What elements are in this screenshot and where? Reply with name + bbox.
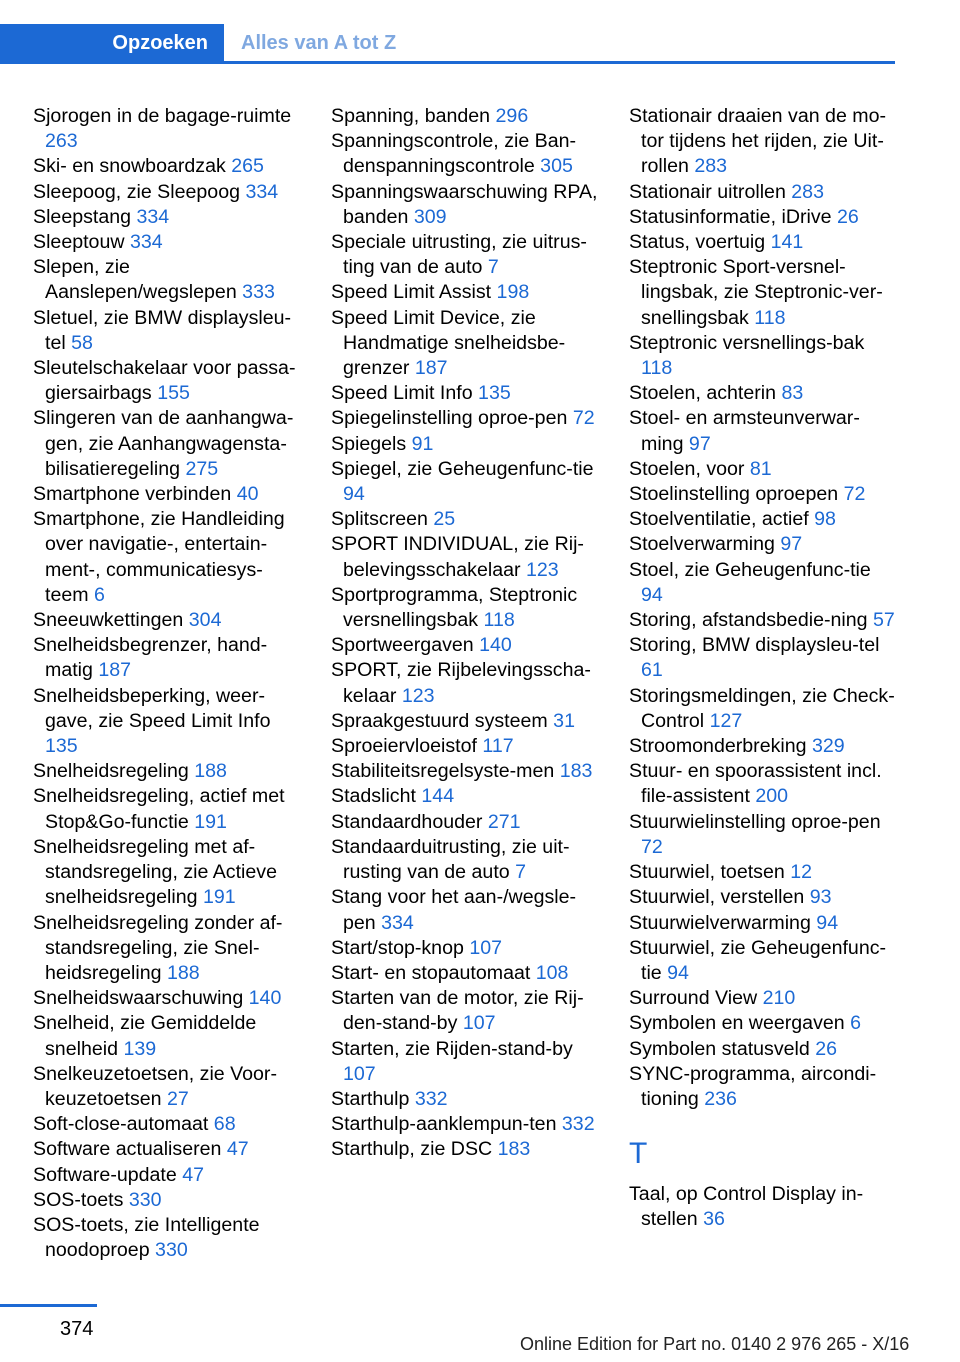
index-entry — [629, 1037, 895, 1062]
index-entry-page-link[interactable]: 83 — [781, 382, 804, 405]
index-entry — [629, 230, 895, 255]
index-entry — [331, 457, 603, 507]
index-entry — [331, 1112, 603, 1137]
index-entry-page-link[interactable]: 58 — [71, 331, 93, 354]
index-entry-page-link[interactable]: 275 — [185, 457, 219, 480]
index-entry-term: Smartphone, zie Handleiding over navigatie-, entertain‐ment-, communicatiesys‐teem — [33, 508, 285, 606]
index-entry — [629, 104, 895, 180]
index-entry-page-link[interactable]: 123 — [401, 684, 435, 707]
index-entry-term: Speciale uitrusting, zie uitrus‐ting van de auto — [331, 231, 587, 279]
index-entry-page-link[interactable]: 283 — [694, 155, 728, 178]
index-entry-term: Snelkeuzetoetsen, zie Voor‐keuzetoetsen — [33, 1062, 277, 1110]
index-entry — [33, 356, 305, 406]
index-entry-term: Starthulp, zie DSC — [331, 1138, 498, 1161]
index-entry — [331, 734, 603, 759]
index-entry-term: Sleutelschakelaar voor passa‐giersairbags — [33, 357, 296, 405]
index-entry — [33, 1188, 305, 1213]
index-entry-term: Stroomonderbreking — [629, 735, 812, 758]
index-entry — [629, 911, 895, 936]
index-entry — [331, 507, 603, 532]
index-entry — [629, 180, 895, 205]
index-entry-term: Ski- en snowboardzak — [33, 155, 232, 178]
index-entry-page-link[interactable]: 25 — [433, 508, 456, 531]
index-entry-term: Start- en stopautomaat — [331, 961, 536, 984]
index-entry-term: Sportprogramma, Steptronic versnellingsbak — [331, 583, 578, 632]
index-column-2 — [331, 104, 603, 1163]
index-entry-page-link[interactable]: 118 — [483, 609, 515, 632]
index-entry-term: Starthulp — [331, 1087, 415, 1110]
index-entry — [33, 911, 305, 987]
index-entry-page-link[interactable]: 200 — [755, 785, 789, 808]
index-entry — [331, 986, 603, 1036]
index-entry-term: Sjorogen in de bagage‐ruimte — [33, 105, 292, 127]
index-entry-page-link[interactable]: 188 — [167, 961, 200, 984]
index-entry-term: Stang voor het aan-/wegsle‐pen — [331, 886, 577, 934]
index-entry-page-link[interactable]: 26 — [836, 205, 859, 228]
index-entry-term: Spraakgestuurd systeem — [331, 709, 554, 732]
index-entry-term: Speed Limit Info — [331, 382, 479, 405]
index-entry-term: Splitscreen — [331, 508, 434, 531]
index-entry-page-link[interactable]: 329 — [811, 735, 845, 758]
index-entry-page-link[interactable]: 68 — [213, 1113, 236, 1136]
index-entry-term: Sproeiervloeistof — [331, 735, 483, 758]
index-entry-page-link[interactable]: 144 — [421, 785, 455, 808]
index-entry-page-link[interactable]: 187 — [98, 659, 132, 682]
index-entry-term: Symbolen statusveld — [629, 1037, 816, 1060]
index-entry-page-link[interactable]: 187 — [414, 357, 448, 380]
index-entry-page-link[interactable]: 141 — [770, 231, 804, 254]
index-entry-page-link[interactable]: 94 — [667, 961, 689, 984]
index-entry — [629, 1062, 895, 1112]
index-entry-term: Stoel, zie Geheugenfunc‐tie — [629, 558, 871, 581]
index-entry — [331, 759, 603, 784]
index-entry-term: SOS-toets — [33, 1188, 129, 1211]
index-entry-page-link[interactable]: 26 — [815, 1037, 838, 1060]
index-letter-heading: T — [629, 1137, 648, 1171]
index-column-1 — [33, 104, 305, 1263]
index-entry-term: Snelheidsregeling, actief met Stop&Go-functie — [33, 785, 285, 833]
index-entry-term: Spiegelinstelling oproe‐pen — [331, 407, 573, 430]
index-entry — [629, 734, 895, 759]
index-entry — [33, 1112, 305, 1137]
index-entry-term: Stuurwielinstelling oproe‐pen — [629, 810, 881, 833]
index-entry-page-link[interactable]: 304 — [188, 609, 222, 632]
index-entry-term: Starten van de motor, zie Rij‐den-stand-by — [331, 987, 584, 1035]
index-entry — [629, 532, 895, 557]
index-entry — [629, 507, 895, 532]
index-entry — [629, 684, 895, 734]
index-entry — [629, 205, 895, 230]
index-entry-page-link[interactable]: 7 — [487, 256, 499, 279]
index-entry-term: Stadslicht — [331, 785, 422, 808]
index-entry — [331, 381, 603, 406]
index-entry — [33, 104, 305, 154]
index-entry-page-link[interactable]: 94 — [641, 583, 663, 606]
index-entry-term: Stationair uitrollen — [629, 180, 792, 203]
index-entry-page-link[interactable]: 263 — [45, 130, 78, 153]
index-entry — [331, 306, 603, 382]
index-entry-page-link[interactable]: 332 — [414, 1087, 448, 1110]
index-entry-page-link[interactable]: 265 — [231, 155, 264, 178]
index-entry — [629, 406, 895, 456]
index-entry — [331, 835, 603, 885]
index-entry-term: Stuurwiel, toetsen — [629, 861, 791, 884]
header-divider — [0, 61, 895, 64]
index-entry — [331, 784, 603, 809]
index-entry-term: Sletuel, zie BMW displaysleu‐tel — [33, 306, 292, 354]
index-entry — [33, 1137, 305, 1162]
index-entry-page-link[interactable]: 296 — [495, 105, 529, 127]
index-entry — [629, 255, 895, 331]
page-number-divider — [0, 1304, 97, 1307]
index-entry-term: Storing, BMW displaysleu‐tel — [629, 634, 880, 657]
index-entry-term: Soft-close-automaat — [33, 1113, 214, 1136]
index-entry-page-link[interactable]: 123 — [525, 558, 559, 581]
index-entry-term: Spanningswaarschuwing RPA, banden — [331, 180, 598, 228]
index-entry-term: Snelheidsbegrenzer, hand‐matig — [33, 634, 268, 682]
index-entry-page-link[interactable]: 6 — [94, 583, 105, 606]
index-entry — [629, 810, 895, 860]
index-entry — [33, 1213, 305, 1263]
index-entry-page-link[interactable]: 271 — [487, 810, 521, 833]
index-entry-term: Sleepoog, zie Sleepoog — [33, 180, 246, 203]
index-entry — [33, 759, 305, 784]
index-entry-page-link[interactable]: 97 — [688, 432, 711, 455]
index-entry — [33, 482, 305, 507]
index-entry-page-link[interactable]: 127 — [709, 709, 743, 732]
index-entry-term: Standaardhouder — [331, 810, 488, 833]
index-entry — [331, 709, 603, 734]
index-entry-page-link[interactable]: 334 — [129, 231, 163, 254]
index-entry — [629, 331, 895, 381]
index-entry — [331, 104, 603, 129]
index-entry — [331, 406, 603, 431]
index-entry — [331, 961, 603, 986]
index-entry-page-link[interactable]: 155 — [157, 382, 190, 405]
index-entry — [629, 986, 895, 1011]
index-entry-page-link[interactable]: 61 — [641, 659, 663, 682]
index-entry-page-link[interactable]: 27 — [167, 1087, 189, 1110]
index-entry-page-link[interactable]: 107 — [469, 936, 503, 959]
index-entry — [33, 1163, 305, 1188]
index-entry-page-link[interactable]: 334 — [245, 180, 279, 203]
index-entry — [629, 1182, 895, 1232]
index-entry-term: Snelheidsregeling zonder af‐standsregeling, zie Snel‐heidsregeling — [33, 911, 283, 984]
index-entry-term: Smartphone verbinden — [33, 483, 237, 506]
index-entry-term: Stuurwielverwarming — [629, 911, 817, 934]
index-entry-page-link[interactable]: 135 — [478, 382, 511, 405]
index-entry-page-link[interactable]: 81 — [749, 457, 772, 480]
index-entry — [629, 759, 895, 809]
index-entry-page-link[interactable]: 47 — [226, 1138, 249, 1161]
index-entry-term: Snelheidswaarschuwing — [33, 987, 249, 1010]
index-entry — [33, 986, 305, 1011]
index-entry-term: Statusinformatie, iDrive — [629, 205, 837, 228]
index-entry-page-link[interactable]: 188 — [194, 760, 227, 783]
index-entry — [629, 1011, 895, 1036]
index-entry-term: SPORT, zie Rijbelevingsscha‐kelaar — [331, 659, 591, 707]
index-entry-page-link[interactable]: 333 — [242, 281, 275, 304]
index-entry-page-link[interactable]: 135 — [45, 735, 78, 758]
index-entry — [331, 936, 603, 961]
index-entry — [33, 684, 305, 760]
index-entry — [331, 532, 603, 582]
index-entry — [629, 608, 895, 633]
index-entry-term: Sneeuwkettingen — [33, 609, 189, 632]
index-entry-term: SYNC-programma, aircondi‐tioning — [629, 1062, 877, 1110]
index-entry — [33, 835, 305, 911]
index-entry-page-link[interactable]: 118 — [641, 357, 673, 380]
index-entry — [629, 381, 895, 406]
index-entry-term: Steptronic versnellings‐bak — [629, 331, 865, 354]
index-entry-term: Speed Limit Assist — [331, 281, 497, 304]
index-entry-page-link[interactable]: 330 — [128, 1188, 162, 1211]
index-entry — [33, 1062, 305, 1112]
index-entry — [33, 154, 305, 179]
index-entry-term: Slepen, zie Aanslepen/wegslepen — [33, 256, 243, 304]
tab-alles-van-a-tot-z[interactable]: Alles van A tot Z — [241, 31, 397, 54]
index-entry — [629, 457, 895, 482]
index-entry-term: Starthulp-aanklempun‐ten — [331, 1113, 562, 1136]
index-entry-term: Snelheidsregeling — [33, 760, 195, 783]
index-entry-page-link[interactable]: 57 — [873, 609, 895, 632]
index-entry-term: Starten, zie Rijden-stand-by — [331, 1037, 573, 1060]
index-entry-page-link[interactable]: 140 — [248, 987, 282, 1010]
index-entry-page-link[interactable]: 91 — [411, 432, 434, 455]
index-entry — [331, 230, 603, 280]
index-entry-page-link[interactable]: 72 — [572, 407, 595, 430]
index-entry-page-link[interactable]: 183 — [497, 1138, 531, 1161]
index-entry-term: Software actualiseren — [33, 1138, 227, 1161]
index-entry-page-link[interactable]: 334 — [381, 911, 414, 934]
index-entry-term: Stuurwiel, verstellen — [629, 886, 810, 909]
index-entry-term: Spiegel, zie Geheugenfunc‐tie — [331, 457, 594, 480]
index-entry-page-link[interactable]: 309 — [413, 205, 447, 228]
index-entry-page-link[interactable]: 139 — [123, 1037, 157, 1060]
index-entry-page-link[interactable]: 40 — [236, 483, 259, 506]
index-entry-term: Status, voertuig — [629, 231, 771, 254]
index-entry-term: Spiegels — [331, 432, 412, 455]
index-entry-term: Stoelinstelling oproepen — [629, 483, 844, 506]
index-entry-page-link[interactable]: 94 — [816, 911, 839, 934]
index-entry — [331, 633, 603, 658]
index-entry — [629, 482, 895, 507]
index-entry-page-link[interactable]: 236 — [704, 1087, 737, 1110]
index-entry — [33, 306, 305, 356]
index-entry-term: Stoelen, achterin — [629, 382, 782, 405]
index-entry-page-link[interactable]: 183 — [559, 760, 593, 783]
index-entry-page-link[interactable]: 107 — [343, 1062, 376, 1085]
index-entry-term: Sleepstang — [33, 205, 137, 228]
index-entry-term: Standaarduitrusting, zie uit‐rusting van de auto — [331, 835, 570, 884]
index-entry — [629, 936, 895, 986]
index-entry-page-link[interactable]: 332 — [561, 1113, 595, 1136]
index-entry-term: Snelheidsregeling met af‐standsregeling, zie Actieve snelheidsregeling — [33, 835, 277, 909]
index-entry-page-link[interactable]: 117 — [482, 735, 514, 758]
index-entry-term: SOS-toets, zie Intelligente noodoproep — [33, 1213, 260, 1262]
index-entry — [33, 784, 305, 834]
index-entry-term: Stoelverwarming — [629, 533, 781, 556]
index-entry-page-link[interactable]: 198 — [496, 281, 530, 304]
index-entry-term: Stationair draaien van de mo‐tor tijdens het rijden, zie Uit‐rollen — [629, 105, 887, 178]
index-entry-page-link[interactable]: 334 — [136, 205, 170, 228]
index-entry-page-link[interactable]: 93 — [809, 886, 832, 909]
index-entry-term: Speed Limit Device, zie Handmatige snelheidsbe‐grenzer — [331, 306, 566, 380]
index-entry-page-link[interactable]: 47 — [182, 1163, 205, 1186]
index-entry-page-link[interactable]: 108 — [535, 961, 569, 984]
index-entry — [331, 658, 603, 708]
index-entry — [33, 608, 305, 633]
index-entry-page-link[interactable]: 97 — [780, 533, 803, 556]
index-entry-page-link[interactable]: 6 — [850, 1012, 862, 1035]
index-entry-term: Spanningscontrole, zie Ban‐denspanningscontrole — [331, 130, 577, 178]
index-entry — [331, 432, 603, 457]
index-entry-page-link[interactable]: 140 — [479, 634, 512, 657]
index-entry-term: Stuurwiel, zie Geheugenfunc‐tie — [629, 936, 887, 984]
index-entry-page-link[interactable]: 118 — [754, 306, 786, 329]
index-entry-term: Sleeptouw — [33, 231, 130, 254]
index-entry-page-link[interactable]: 94 — [343, 483, 365, 506]
edition-footer: Online Edition for Part no. 0140 2 976 265 - X/16 — [520, 1334, 910, 1354]
index-entry-term: Stuur- en spoorassistent incl. file-assistent — [629, 760, 882, 808]
index-entry-term: Steptronic Sport-versnel‐lingsbak, zie Steptronic-ver‐snellingsbak — [629, 256, 883, 329]
index-entry — [331, 885, 603, 935]
header-bar — [0, 0, 895, 62]
index-entry-term: Symbolen en weergaven — [629, 1012, 851, 1035]
index-entry-term: Taal, op Control Display in‐stellen — [629, 1183, 864, 1231]
index-entry — [331, 1137, 603, 1162]
index-entry — [331, 280, 603, 305]
index-entry-page-link[interactable]: 7 — [515, 861, 527, 884]
index-entry-term: Storing, afstandsbedie‐ning — [629, 609, 873, 632]
index-entry-page-link[interactable]: 31 — [553, 709, 575, 732]
index-entry — [331, 1087, 603, 1112]
index-entry — [629, 633, 895, 683]
index-entry — [331, 129, 603, 179]
index-entry-page-link[interactable]: 283 — [791, 180, 824, 203]
index-entry — [629, 860, 895, 885]
index-entry-term: Surround View — [629, 987, 763, 1010]
index-entry — [33, 507, 305, 608]
index-entry-term: Stoelventilatie, actief — [629, 508, 815, 531]
index-entry — [331, 810, 603, 835]
index-entry — [33, 180, 305, 205]
index-entry-term: Stabiliteitsregelsyste‐men — [331, 760, 560, 783]
index-entry-page-link[interactable]: 12 — [790, 861, 812, 884]
index-entry-page-link[interactable]: 36 — [703, 1208, 725, 1231]
index-entry-term: Slingeren van de aanhangwa‐gen, zie Aanhangwagensta‐bilisatieregeling — [33, 407, 294, 480]
index-entry-page-link[interactable]: 107 — [462, 1012, 496, 1035]
index-entry-term: Snelheidsbeperking, weer‐gave, zie Speed Limit Info — [33, 684, 271, 732]
index-entry — [33, 633, 305, 683]
index-entry-term: Start/stop-knop — [331, 936, 470, 959]
index-entry-term: Software-update — [33, 1163, 183, 1186]
index-entry-page-link[interactable]: 98 — [814, 508, 836, 531]
index-entry-term: SPORT INDIVIDUAL, zie Rij‐belevingsschakelaar — [331, 533, 584, 581]
index-entry-term: Spanning, banden — [331, 105, 496, 127]
index-entry — [629, 558, 895, 608]
index-entry — [33, 230, 305, 255]
page-number: 374 — [60, 1318, 94, 1340]
index-entry-term: Snelheid, zie Gemiddelde snelheid — [33, 1012, 257, 1060]
index-entry-term: Stoelen, voor — [629, 457, 750, 480]
index-entry-page-link[interactable]: 330 — [155, 1239, 188, 1262]
index-entry-page-link[interactable]: 191 — [194, 810, 227, 833]
index-entry-page-link[interactable]: 210 — [762, 987, 796, 1010]
index-entry-page-link[interactable]: 305 — [540, 155, 573, 178]
index-entry-page-link[interactable]: 72 — [641, 835, 663, 858]
index-entry-page-link[interactable]: 191 — [202, 886, 236, 909]
index-entry — [331, 1037, 603, 1087]
tab-opzoeken[interactable]: Opzoeken — [0, 24, 224, 62]
index-entry-term: Stoel- en armsteunverwar‐ming — [629, 407, 860, 455]
index-column-3 — [629, 104, 895, 1233]
index-entry — [33, 406, 305, 482]
index-entry — [331, 180, 603, 230]
index-entry — [33, 205, 305, 230]
index-entry-page-link[interactable]: 72 — [843, 483, 866, 506]
index-entry — [33, 1011, 305, 1061]
index-entry — [629, 885, 895, 910]
index-entry — [33, 255, 305, 305]
index-entry — [331, 583, 603, 633]
index-entry-term: Storingsmeldingen, zie Check-Control — [629, 684, 895, 732]
index-entry-term: Sportweergaven — [331, 634, 480, 657]
